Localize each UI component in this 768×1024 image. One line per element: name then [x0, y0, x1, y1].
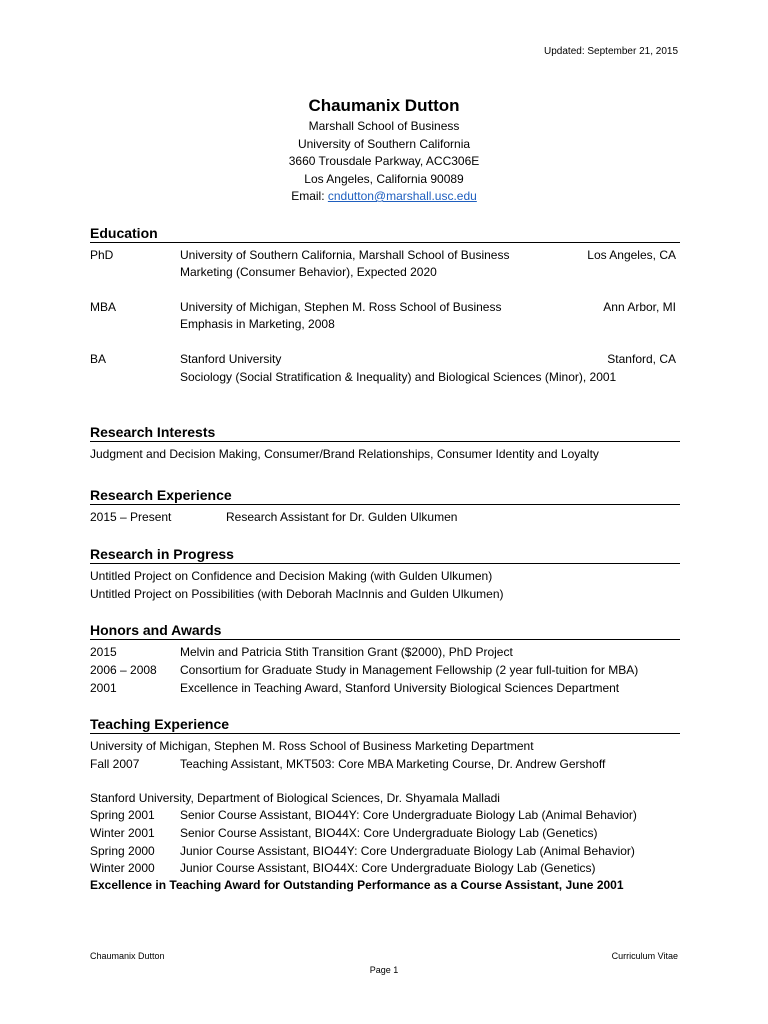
teaching-row	[90, 844, 680, 860]
teaching-row	[90, 826, 680, 842]
detail: Emphasis in Marketing, 2008	[180, 317, 335, 331]
education-detail-phd	[90, 265, 680, 281]
address-line-street: 3660 Trousdale Parkway, ACC306E	[288, 154, 480, 168]
updated-date: Updated: September 21, 2015	[544, 46, 678, 57]
teaching-term: Spring 2000	[90, 844, 155, 858]
degree: PhD	[90, 248, 114, 262]
section-honors-title: Honors and Awards	[90, 622, 680, 640]
honor-text: Consortium for Graduate Study in Management Fellowship (2 year full-tuition for MBA)	[180, 663, 639, 677]
teaching-text: Junior Course Assistant, BIO44Y: Core Undergraduate Biology Lab (Animal Behavior)	[180, 844, 635, 858]
teaching-stanford-heading: Stanford University, Department of Biological Sciences, Dr. Shyamala Malladi	[90, 791, 500, 805]
honor-year: 2015	[90, 645, 117, 659]
page-number: Page 1	[369, 965, 399, 975]
interests-text: Judgment and Decision Making, Consumer/Brand Relationships, Consumer Identity and Loyalty	[90, 447, 599, 461]
teaching-term: Fall 2007	[90, 757, 140, 771]
address-line-city: Los Angeles, California 90089	[304, 172, 464, 186]
experience-role: Research Assistant for Dr. Gulden Ulkumen	[226, 510, 458, 524]
progress-item: Untitled Project on Possibilities (with Deborah MacInnis and Gulden Ulkumen)	[90, 587, 504, 601]
honor-text: Excellence in Teaching Award, Stanford University Biological Sciences Department	[180, 681, 620, 695]
teaching-row	[90, 757, 680, 773]
location: Stanford, CA	[607, 352, 676, 366]
section-experience-title: Research Experience	[90, 487, 680, 505]
teaching-text: Teaching Assistant, MKT503: Core MBA Marketing Course, Dr. Andrew Gershoff	[180, 757, 606, 771]
education-row-mba	[90, 300, 680, 316]
teaching-row	[90, 808, 680, 824]
email-link[interactable]: cndutton@marshall.usc.edu	[327, 189, 477, 203]
teaching-term: Winter 2000	[90, 861, 155, 875]
section-interests-title: Research Interests	[90, 424, 680, 442]
location: Ann Arbor, MI	[603, 300, 676, 314]
email-line	[0, 189, 768, 203]
section-progress-title: Research in Progress	[90, 546, 680, 564]
school: Stanford University	[180, 352, 282, 366]
experience-row	[90, 510, 680, 526]
location: Los Angeles, CA	[587, 248, 676, 262]
education-row-ba	[90, 352, 680, 368]
footer-name: Chaumanix Dutton	[90, 951, 165, 961]
education-detail-mba	[90, 317, 680, 333]
honor-text: Melvin and Patricia Stith Transition Grant ($2000), PhD Project	[180, 645, 513, 659]
address-line-school: Marshall School of Business	[308, 119, 460, 133]
honor-row	[90, 645, 680, 661]
section-education-title: Education	[90, 225, 680, 243]
honor-row	[90, 663, 680, 679]
teaching-term: Spring 2001	[90, 808, 155, 822]
detail: Sociology (Social Stratification & Inequality) and Biological Sciences (Minor), 2001	[180, 370, 617, 384]
honor-year: 2001	[90, 681, 117, 695]
degree: MBA	[90, 300, 117, 314]
school: University of Southern California, Marshall School of Business	[180, 248, 510, 262]
school: University of Michigan, Stephen M. Ross School of Business	[180, 300, 502, 314]
honor-row	[90, 681, 680, 697]
cv-name: Chaumanix Dutton	[308, 96, 460, 115]
education-detail-ba	[90, 370, 680, 386]
teaching-row	[90, 861, 680, 877]
address-line-university: University of Southern California	[297, 137, 471, 151]
degree: BA	[90, 352, 107, 366]
teaching-michigan-heading: University of Michigan, Stephen M. Ross School of Business Marketing Department	[90, 739, 534, 753]
honor-year: 2006 – 2008	[90, 663, 157, 677]
experience-date: 2015 – Present	[90, 510, 172, 524]
progress-item: Untitled Project on Confidence and Decision Making (with Gulden Ulkumen)	[90, 569, 493, 583]
email-label: Email:	[291, 189, 325, 203]
teaching-text: Senior Course Assistant, BIO44Y: Core Undergraduate Biology Lab (Animal Behavior)	[180, 808, 637, 822]
detail: Marketing (Consumer Behavior), Expected 2020	[180, 265, 437, 279]
teaching-term: Winter 2001	[90, 826, 155, 840]
education-row-phd	[90, 248, 680, 264]
teaching-text: Senior Course Assistant, BIO44X: Core Undergraduate Biology Lab (Genetics)	[180, 826, 598, 840]
section-teaching-title: Teaching Experience	[90, 716, 680, 734]
teaching-award: Excellence in Teaching Award for Outstanding Performance as a Course Assistant, June 2001	[90, 878, 624, 892]
footer-doc-title: Curriculum Vitae	[611, 951, 678, 961]
teaching-text: Junior Course Assistant, BIO44X: Core Undergraduate Biology Lab (Genetics)	[180, 861, 596, 875]
